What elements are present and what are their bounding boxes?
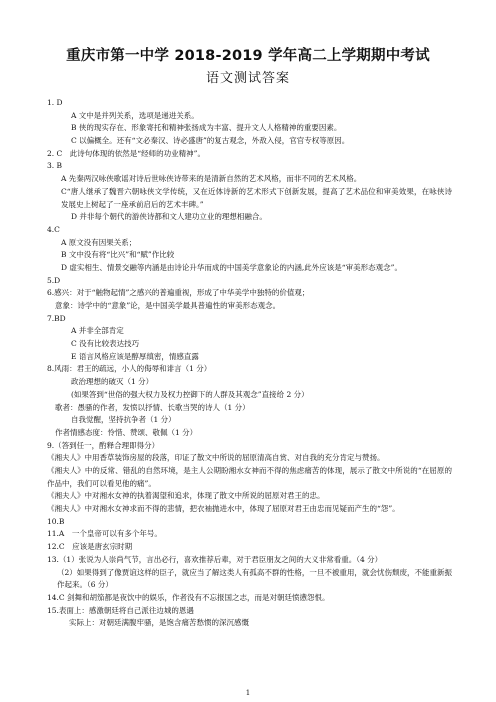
answer-line: E 语言风格应该是醇厚缜密，情感直露 — [71, 351, 199, 361]
answer-line: 10.B — [47, 516, 65, 526]
answer-line: 意象：诗学中的“意象”论，是中国美学最具普遍性的审美形态观念。 — [55, 301, 281, 311]
answer-line: 政治理想的破灭（1 分） — [71, 377, 154, 387]
answer-line: 5.D — [47, 275, 61, 285]
answer-line: 13.（1）张说为人崇尚气节，言出必行，喜欢推荐后辈，对于君臣朋友之间的大义非常看重。（4 分） — [47, 554, 383, 564]
answer-line: 2. C 此诗句体现的依然是“经师的功业精神”。 — [47, 148, 205, 158]
answer-line: 自我觉醒，坚持抗争者（1 分） — [71, 415, 176, 425]
answer-line: 6.感兴：对于“触物起情”之感兴的普遍重视，形成了中华美学中独特的价值观； — [47, 288, 310, 298]
answer-line: 7.BD — [47, 313, 66, 323]
answer-line: 《湘夫人》中对湘水女神求而不得的悲情，把衣袖抛进水中，体现了屈原对君王由忠而见疑而产生的“怨”。 — [47, 504, 400, 514]
page-subtitle: 语文测试答案 — [205, 71, 290, 86]
answer-line: 《湘夫人》中用香草装饰房屋的段落，印证了散文中所说的屈原清高自赏、对自我的充分肯定与赞扬。 — [47, 453, 385, 463]
answer-line: B 文中没有将“比兴”和“赋”作比较 — [61, 250, 175, 260]
answer-line: 4.C — [47, 224, 60, 234]
answer-line: A 原文没有因果关系； — [61, 237, 137, 247]
answer-paragraph: 《湘夫人》中的反常、错乱的自然环境，是主人公期盼湘水女神而不得的焦虑痛苦的体现，展示了散文中所说的“在屈原的作品中，我们可以看见他的痛”。 — [47, 465, 452, 488]
answer-line: D 并非每个朝代的游侠诗都和文人建功立业的理想相融合。 — [71, 212, 267, 222]
answer-line: 歌者：愚骚的作者，发愤以抒情、长歌当哭的诗人（1 分） — [55, 402, 250, 412]
answer-line: 《湘夫人》中对湘水女神的执着渴望和追求，体现了散文中所说的屈原对君王的忠。 — [47, 491, 325, 501]
answer-line: (如果答到“世俗的强大权力及权力控御下的人群及其观念”直接给 2 分） — [71, 389, 309, 399]
answer-line: 实际上：对朝廷满腹牢骚，是饱含痛苦愁惯的深沉感慨 — [69, 618, 249, 628]
answer-line: 12.C 应该是唐玄宗时期 — [47, 542, 133, 552]
answer-line: C 没有比较表达技巧 — [71, 339, 140, 349]
answer-line: A 文中是并列关系，选项是递进关系。 — [71, 110, 199, 120]
answer-line: 14.C 剑舞和胡笳都是夜饮中的娱乐，作者没有不忘报国之志，而是对朝廷愤懑怨恨。 — [47, 592, 330, 602]
answer-line: A 并非全部肯定 — [71, 326, 124, 336]
answer-paragraph: C“唐人继承了魏晋六朝咏侠文学传统，又在近体诗新的艺术形式下创新发展，提高了艺术品位和审美效果，在咏侠诗发展史上树起了一座承前启后的艺术丰碑。” — [61, 186, 452, 209]
answer-line: 3. B — [47, 161, 63, 171]
answer-line: 8.风雨：君王的疏远，小人的侮辱和诽言（1 分） — [47, 364, 212, 374]
page-title: 重庆市第一中学 2018-2019 学年高二上学期期中考试 — [66, 48, 430, 64]
answer-paragraph: （2）如果得到了像贾谊这样的臣子，就应当了解这类人有孤高不群的性格，一旦不被重用，就会忧伤颓废，不能重新振作起来。（6 分） — [57, 567, 452, 590]
answer-line: B 侠的现实存在、形象寄托和精神张扬成为丰富、提升文人人格精神的重要因素。 — [71, 123, 342, 133]
page-number: 1 — [245, 689, 251, 697]
answer-line: 11.A 一个皇帝可以有多个年号。 — [47, 529, 162, 539]
answer-line: D 虚实相生、情景交融等内涵是由诗论升华而成的中国美学意象论的内涵,此外应该是“审美形态观念”。 — [61, 262, 402, 272]
answer-line: 15.表面上：感激朝廷将自己派往边城的恩遇 — [47, 605, 194, 615]
answer-line: A 先秦两汉咏侠歌谣对诗后世咏侠诗带来的是清新自然的艺术风格，而非不同的艺术风格。 — [61, 174, 362, 184]
answer-line: 1. D — [47, 98, 63, 107]
answer-line: 作者情感态度：怜惜、赞颂、敬佩（1 分） — [55, 427, 198, 437]
answer-line: 9.（答到任一，酌释合理即得分） — [47, 440, 160, 450]
answer-body — [47, 97, 452, 630]
answer-line: C 以偏概全。还有“文必秦汉、诗必盛唐”的复古观念，外敌入侵，官官专权等原因。 — [71, 136, 350, 146]
